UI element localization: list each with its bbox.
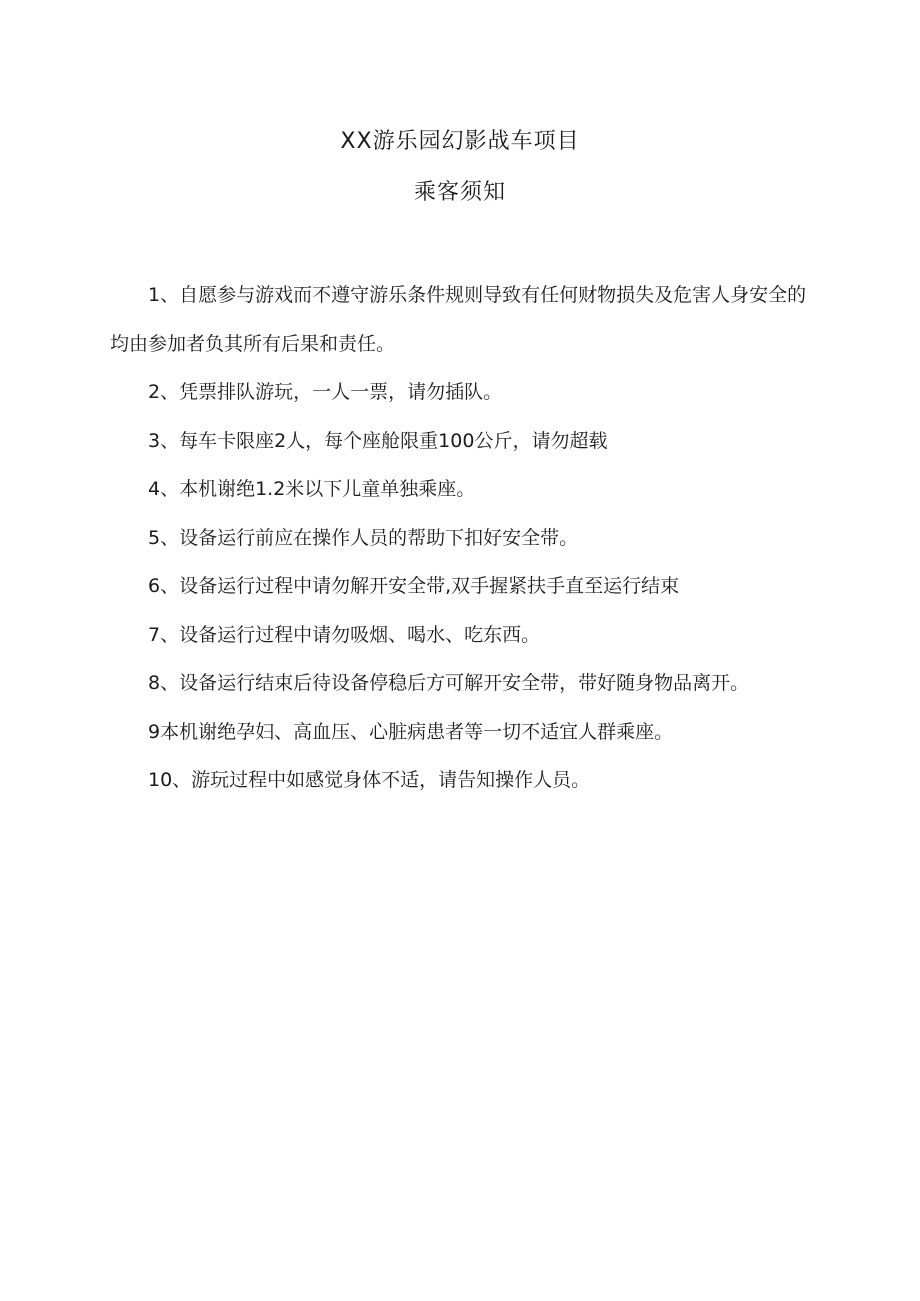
rule-item-2: 2、凭票排队游玩，一人一票，请勿插队。 [148,381,503,403]
rule-item-3: 3、每车卡限座2人，每个座舱限重100公斤，请勿超载 [148,429,608,452]
rule-item-1: 1、自愿参与游戏而不遵守游乐条件规则导致有任何财物损失及危害人身安全的均由参加者负其所有后果和责任。 [110,284,807,355]
rule-item-9: 9本机谢绝孕妇、高血压、心脏病患者等一切不适宜人群乘座。 [148,720,674,743]
rule-item-8: 8、设备运行结束后待设备停稳后方可解开安全带，带好随身物品离开。 [148,672,750,694]
rule-item-6: 6、设备运行过程中请勿解开安全带,双手握紧扶手直至运行结束 [148,575,680,597]
document-subtitle: 乘客须知 [413,180,506,205]
rule-item-5: 5、设备运行前应在操作人员的帮助下扣好安全带。 [148,526,579,549]
rule-item-4: 4、本机谢绝1.2米以下儿童单独乘座。 [148,478,476,500]
rule-item-7: 7、设备运行过程中请勿吸烟、喝水、吃东西。 [148,623,541,646]
rule-item-10: 10、游玩过程中如感觉身体不适，请告知操作人员。 [148,769,591,791]
document-title: XX游乐园幻影战车项目 [340,129,580,154]
rules-list [110,271,810,805]
